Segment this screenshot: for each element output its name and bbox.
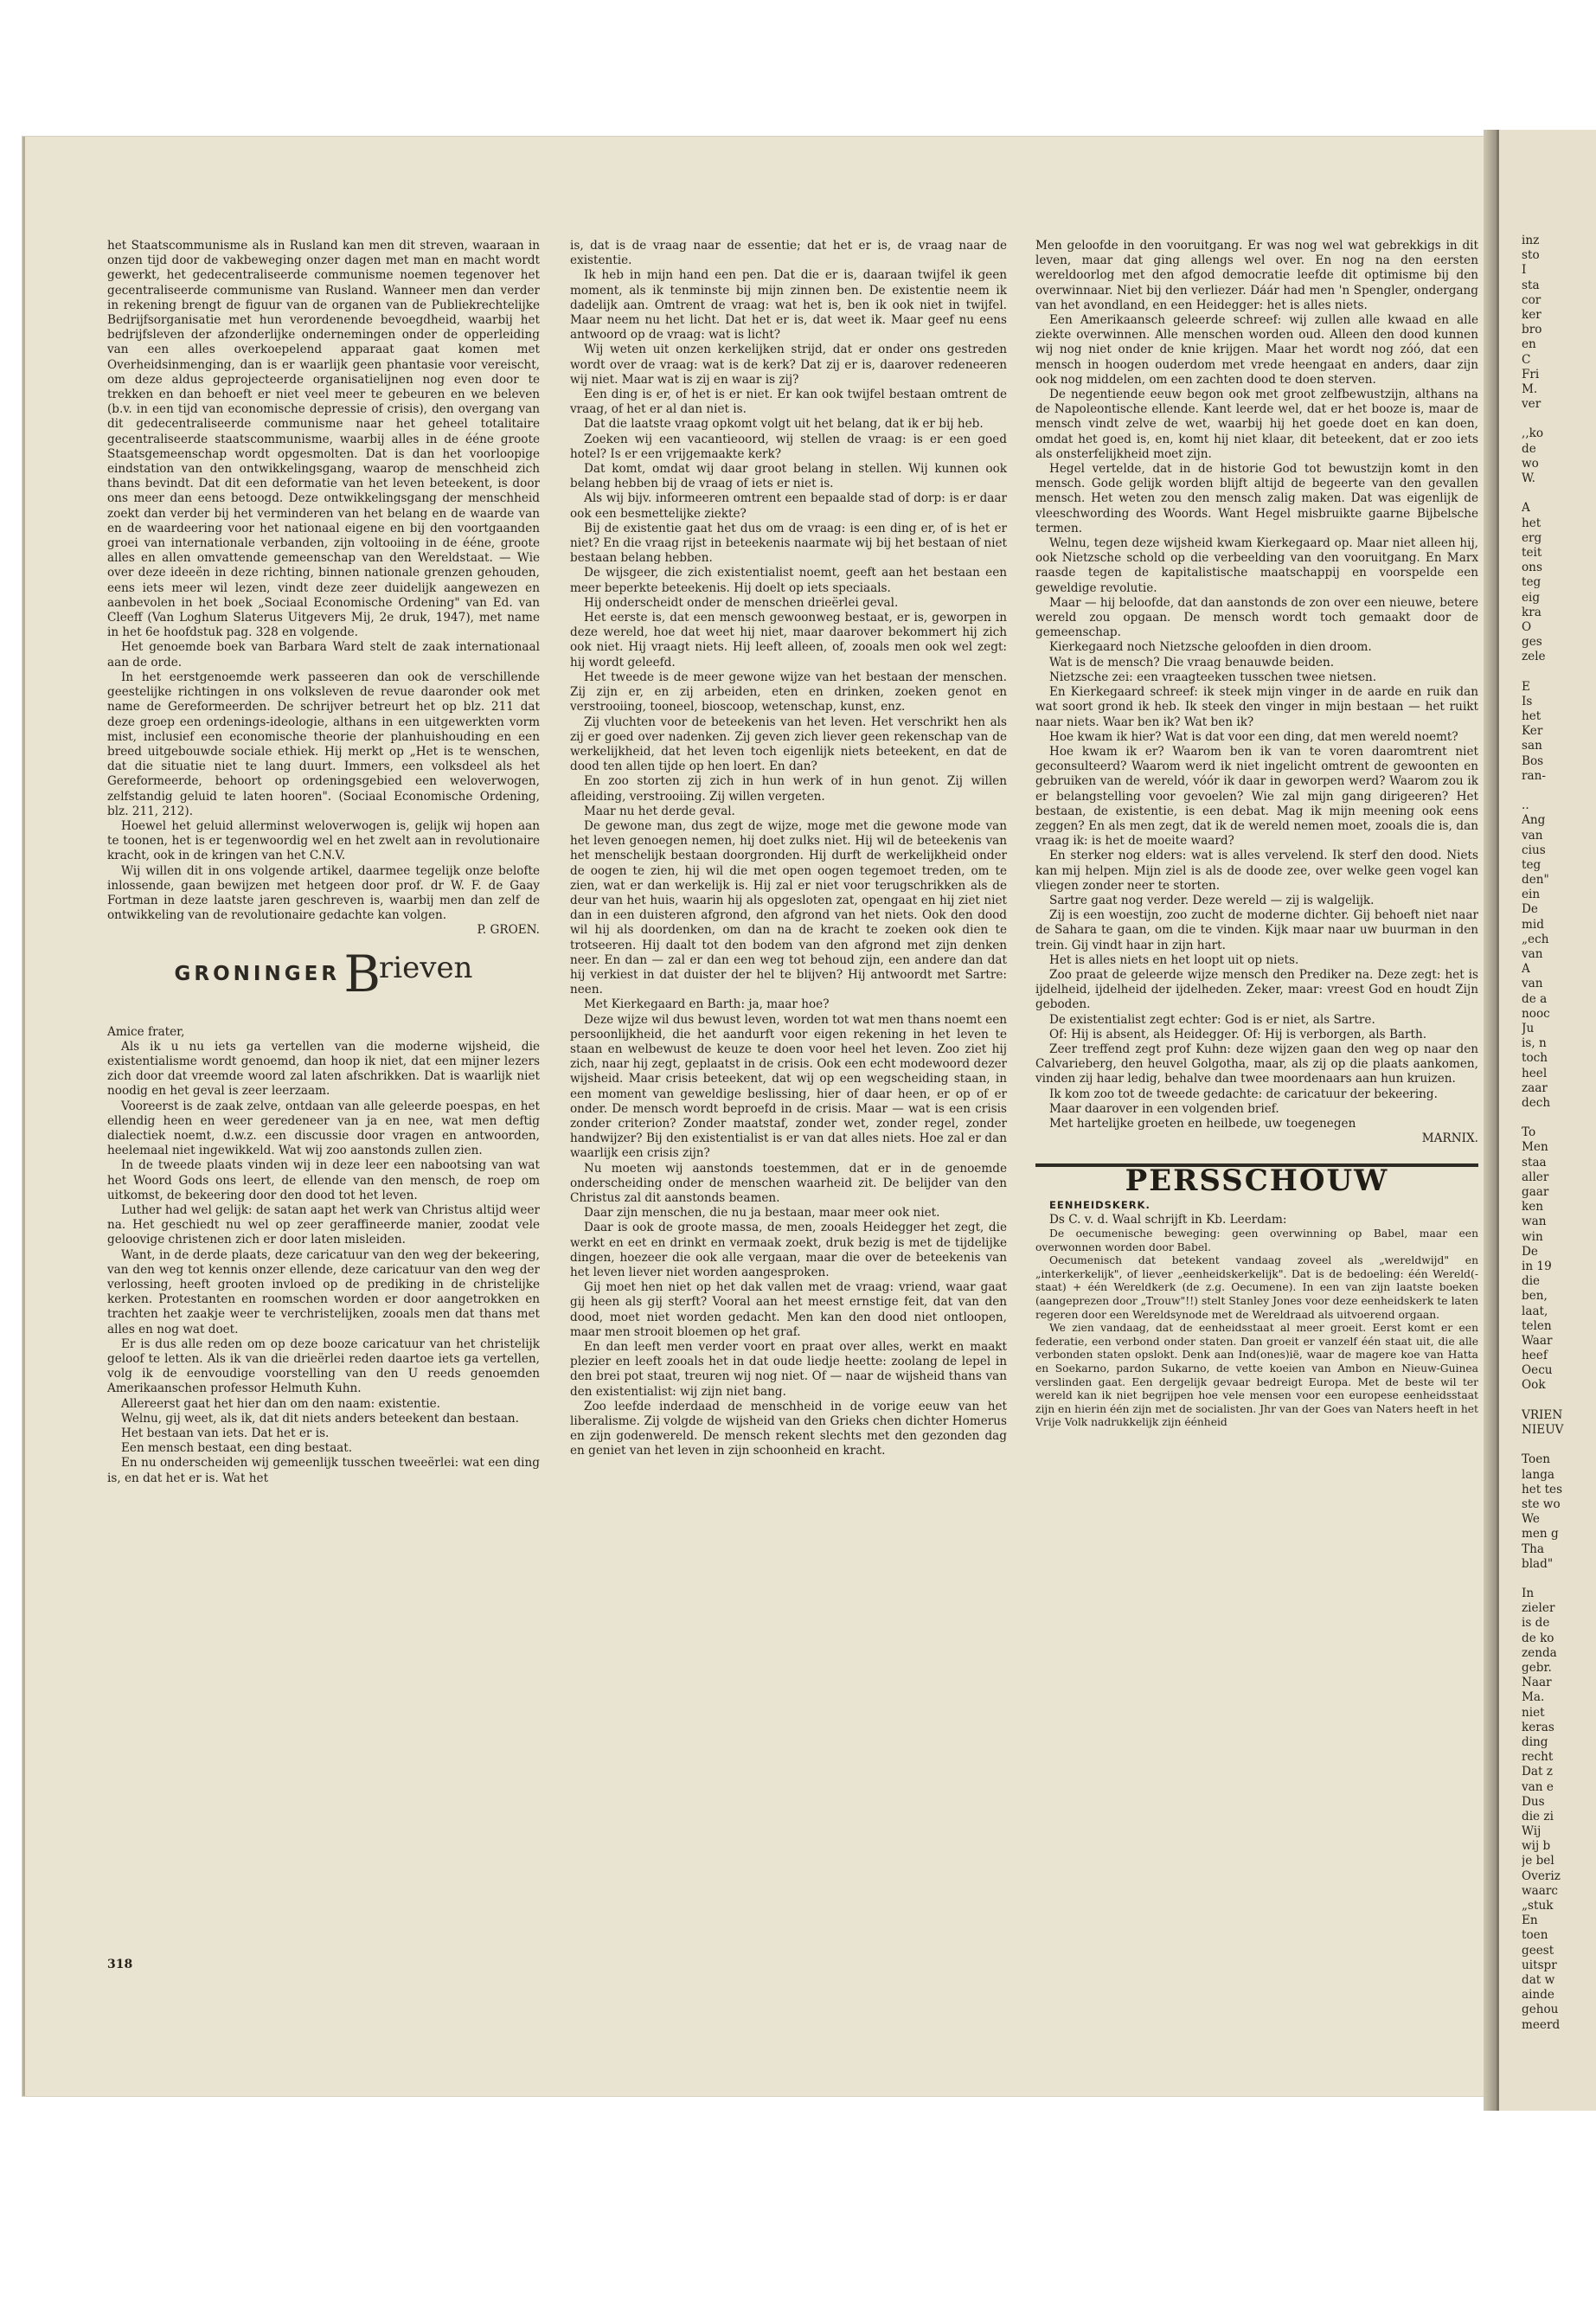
paragraph: het Staatscommunisme als in Rusland kan men dit streven, waaraan in onzen tijd door de vakbeweging onzer dagen met man en macht wordt gewerkt, het gedecentraliseerde communisme noemen tegenover het gecentraliseerde communisme van Rusland. Wanneer men dan verder in rekening brengt de figuur van de organen van de Publiekrechtelijke Bedrijfsorganisatie met hun verordenende bevoegdheid, waarbij het bedrijfsleven der afzonderlijke ondernemingen onder de opperleiding van een alles overkoepelend apparaat gaat komen met Overheidsinmenging, dan is er waarlijk geen phantasie voor vereischt, om deze aldus geprojecteerde organisatielijnen nog even door te trekken en dan behoeft er niet veel meer te gebeuren en we beleven (b.v. in een tijd van economische depressie of crisis), den overgang van dit gedecentraliseerde communisme naar het geheel totalitaire gecentraliseerde staatscommunisme, waarbij alles in de ééne groote Staatsgemeenschap wordt opgesmolten. Dat is dan het voorloopige eindstation van den ontwikkelingsgang, waarop de menschheid zich thans bevindt. Dat dit een deformatie van het leven beteekent, is door ons meer dan eens betoogd. Deze ontwikkelingsgang der menschheid zoekt dan verder bij het verminderen van het belang en de waarde van en de waardeering voor het nationaal eigene en bij den voortgaanden groei van internationale verbanden, zijn voltooiing in de ééne, groote alles en allen omvattende gemeenschap van den Wereldstaat. — Wie over deze ideeën in deze richting, binnen nationale grenzen gehouden, eens iets meer wil lezen, vindt deze zeer duidelijk aangewezen en aanbevolen in het boek „Sociaal Economische Ordening" van Ed. van Cleeff (Van Loghum Slaterus Uitgevers Mij, 2e druk, 1947), met name in het 6e hoofdstuk pag. 328 en volgende. xyxy=(107,239,540,640)
adjacent-text-fragment: waarc xyxy=(1522,1883,1558,1898)
column-2 xyxy=(570,239,1007,1459)
persschouw-title: PERSSCHOUW xyxy=(1125,1163,1389,1199)
adjacent-text-fragment: ,,ko xyxy=(1522,426,1544,441)
adjacent-text-fragment: I xyxy=(1522,263,1527,278)
adjacent-text-fragment: wo xyxy=(1522,456,1539,471)
page-number: 318 xyxy=(107,1958,133,1971)
adjacent-text-fragment: het xyxy=(1522,516,1542,530)
adjacent-text-fragment: teg xyxy=(1522,857,1542,872)
groninger-brieven-heading xyxy=(107,944,540,1009)
adjacent-text-fragment: van e xyxy=(1522,1779,1554,1794)
adjacent-text-fragment: die xyxy=(1522,1274,1541,1289)
adjacent-text-fragment: De xyxy=(1522,902,1538,917)
paragraph: Want, in de derde plaats, deze caricatuur van den weg der bekeering, van den weg tot kennis onzer ellende, deze caricatuur van den weg der verlossing, heeft grooten invloed op de prediking in de christelijke kerken. Protestanten en roomschen worden er door aangetrokken en trachten het zaakje weer te verchristelijken, zooals men dat thans met alles en nog wat doet. xyxy=(107,1247,540,1336)
paragraph: Het genoemde boek van Barbara Ward stelt de zaak internationaal aan de orde. xyxy=(107,640,540,670)
paragraph: Ik heb in mijn hand een pen. Dat die er is, daaraan twijfel ik geen moment, als ik tenminste bij mijn zinnen ben. De existentie neem ik dadelijk aan. Omtrent de vraag: wat het is, ben ik ook niet in twijfel. Maar neem nu het licht. Dat het er is, dat weet ik. Maar geef nu eens antwoord op de vraag: wat is licht? xyxy=(570,268,1007,343)
adjacent-text-fragment xyxy=(1522,486,1596,501)
newspaper-page xyxy=(22,137,1497,2096)
paragraph: Welnu, tegen deze wijsheid kwam Kierkegaard op. Maar niet alleen hij, ook Nietzsche schold op die verbeelding van den vooruitgang. En Marx raasde tegen de kapitalistische maatschappij en voorspelde een geweldige revolutie. xyxy=(1035,536,1478,595)
paragraph: En nu onderscheiden wij gemeenlijk tusschen tweeërlei: wat een ding is, en dat het er is. Wat het xyxy=(107,1456,540,1485)
adjacent-text-fragment: Oecu xyxy=(1522,1363,1553,1378)
adjacent-text-fragment xyxy=(1522,784,1596,798)
paragraph: De existentialist zegt echter: God is er niet, als Sartre. xyxy=(1049,1012,1375,1027)
adjacent-text-fragment xyxy=(1522,1394,1596,1408)
paragraph: Zeer treffend zegt prof Kuhn: deze wijzen gaan den weg op naar den Calvarieberg, den heuvel Golgotha, maar, als zij op die plaats aankomen, vinden zij haar ledig, behalve dan twee moordenaars aan hun kruizen. xyxy=(1035,1042,1478,1086)
paragraph: In de tweede plaats vinden wij in deze leer een nabootsing van wat het Woord Gods ons leert, de ellende van den mensch, de roep om uitkomst, de bekeering door den dood tot het leven. xyxy=(107,1158,540,1202)
paragraph: Daar is ook de groote massa, de men, zooals Heidegger het zegt, die werkt en eet en drinkt en vermaak zoekt, druk bezig is met de tijdelijke dingen, hoezeer die ook alle vergaan, maar die over de beteekenis van het leven liever niet worden aangesproken. xyxy=(570,1221,1007,1280)
adjacent-text-fragment: A xyxy=(1522,962,1530,977)
paragraph: Men geloofde in den vooruitgang. Er was nog wel wat gebrekkigs in dit leven, maar dat ging allengs wel over. En nog na den eersten wereldoorlog met den afgod democratie leefde dit optimisme bij den overwinnaar. Niet bij den verliezer. Dáár had men 'n Spengler, ondergang van het avondland, en een Heidegger: het is alles niets. xyxy=(1035,239,1478,312)
salutation: Amice frater, xyxy=(107,1024,185,1039)
adjacent-text-fragment: Naar xyxy=(1522,1676,1552,1690)
adjacent-text-fragment: Men xyxy=(1522,1140,1548,1155)
adjacent-text-fragment: teit xyxy=(1522,545,1542,560)
paragraph: Als wij bijv. informeeren omtrent een bepaalde stad of dorp: is er daar ook een besmettelijke ziekte? xyxy=(570,491,1007,521)
adjacent-text-fragment: Dat z xyxy=(1522,1765,1553,1779)
adjacent-text-fragment: ons xyxy=(1522,561,1542,575)
paragraph: Hegel vertelde, dat in de historie God tot bewustzijn komt in den mensch. Gode gelijk worden blijft altijd de begeerte van den gevallen mensch. Het weten zou den mensch zalig maken. Dat was eigenlijk de vleeschwording des Woords. Want Hegel misbruikte gaarne Bijbelsche termen. xyxy=(1035,462,1478,535)
paragraph: Ik kom zoo tot de tweede gedachte: de caricatuur der bekeering. xyxy=(1049,1086,1438,1101)
adjacent-text-fragment: De xyxy=(1522,1244,1538,1259)
adjacent-text-fragment: „stuk xyxy=(1522,1899,1554,1913)
adjacent-text-fragment: zieler xyxy=(1522,1601,1555,1616)
paragraph: Met hartelijke groeten en heilbede, uw toegenegen xyxy=(1049,1116,1356,1131)
adjacent-text-fragment: ben, xyxy=(1522,1289,1548,1304)
adjacent-text-fragment: laat, xyxy=(1522,1304,1548,1318)
adjacent-text-fragment: „ech xyxy=(1522,932,1549,946)
adjacent-text-fragment: uitspr xyxy=(1522,1958,1557,1972)
adjacent-text-fragment: Overiz xyxy=(1522,1868,1561,1883)
adjacent-text-fragment: zenda xyxy=(1522,1645,1557,1660)
paragraph: Maar daarover in een volgenden brief. xyxy=(1049,1101,1279,1116)
adjacent-text-fragment: wan xyxy=(1522,1215,1547,1229)
adjacent-text-fragment: blad" xyxy=(1522,1556,1554,1571)
adjacent-text-fragment: We xyxy=(1522,1512,1540,1527)
adjacent-text-fragment: NIEUV xyxy=(1522,1423,1564,1437)
adjacent-text-fragment: ken xyxy=(1522,1200,1544,1215)
paragraph: Als ik u nu iets ga vertellen van die moderne wijsheid, die existentialisme wordt genoemd, dan hoop ik niet, dat een mijner lezers zich door dat vreemde woord zal laten afschrikken. Dat is waarlijk niet noodig en het geval is zeer leerzaam. xyxy=(107,1039,540,1099)
rubric-small-text: GRONINGER xyxy=(174,962,341,985)
adjacent-text-fragment: W. xyxy=(1522,471,1535,485)
paragraph: Het bestaan van iets. Dat het er is. xyxy=(121,1426,330,1441)
adjacent-text-fragment: keras xyxy=(1522,1720,1554,1734)
paragraph: Maar nu het derde geval. xyxy=(584,804,735,818)
adjacent-text-fragment: M. xyxy=(1522,381,1538,396)
adjacent-text-fragment: VRIEN xyxy=(1522,1407,1563,1422)
paragraph: Wij willen dit in ons volgende artikel, daarmee tegelijk onze belofte inlossende, gaan bewijzen met hetgeen door prof. dr W. F. de Gaay Fortman in deze laatste jaren geschreven is, waarbij men dan zelf de ontwikkeling van de revolutionaire gedachte kan volgen. xyxy=(107,863,540,923)
adjacent-text-fragment: sto xyxy=(1522,248,1540,263)
adjacent-text-fragment: recht xyxy=(1522,1750,1554,1765)
adjacent-text-fragment: gehou xyxy=(1522,2003,1559,2017)
adjacent-text-fragment: Is xyxy=(1522,694,1533,708)
rubric-initial: B xyxy=(343,944,381,1003)
adjacent-text-fragment: van xyxy=(1522,947,1543,961)
paragraph: Daar zijn menschen, die nu ja bestaan, maar meer ook niet. xyxy=(584,1206,940,1221)
adjacent-text-fragment: ste wo xyxy=(1522,1497,1561,1511)
adjacent-text-fragment: zele xyxy=(1522,650,1546,664)
paragraph: Zoo praat de geleerde wijze mensch den Prediker na. Deze zegt: het is ijdelheid, ijdelheid der ijdelheden. Zeker, maar: vreest God en houdt Zijn geboden. xyxy=(1035,967,1478,1012)
paragraph: Een Amerikaansch geleerde schreef: wij zullen alle kwaad en alle ziekte overwinnen. Alle menschen worden oud. Alleen den dood kunnen wij nog niet onder de knie krijgen. Maar het wordt nog zóó, dat een mensch in hoogen ouderdom met vrede heengaat en anders, daar zijn ook nog middelen, om een zachten dood te doen sterven. xyxy=(1035,313,1478,387)
adjacent-text-fragment: ein xyxy=(1522,888,1541,902)
paragraph: Vooreerst is de zaak zelve, ontdaan van alle geleerde poespas, en het ellendig heen en weer geredeneer van ja en nee, wat men deftig dialectiek noemt, d.w.z. een discussie door vragen en antwoorden, heelemaal niet ingewikkeld. Wat wij zoo aanstonds zullen zien. xyxy=(107,1099,540,1158)
rubric-rest-text: rieven xyxy=(378,950,473,985)
paragraph: De wijsgeer, die zich existentialist noemt, geeft aan het bestaan een meer beperkte beteekenis. Hij doelt op iets speciaals. xyxy=(570,566,1007,595)
paragraph: En sterker nog elders: wat is alles vervelend. Ik sterf den dood. Niets kan mij helpen. Mijn ziel is als de doode zee, over welke geen vogel kan vliegen zonder neer te storten. xyxy=(1035,849,1478,893)
adjacent-text-fragment: gebr. xyxy=(1522,1661,1552,1675)
paragraph: Hoe kwam ik hier? Wat is dat voor een ding, dat men wereld noemt? xyxy=(1049,729,1458,744)
adjacent-text-fragment xyxy=(1522,412,1596,426)
paragraph: Deze wijze wil dus bewust leven, worden tot wat men thans noemt een persoonlijkheid, die het aandurft voor eigen rekening in het leven te staan en welbewust de keuze te doen voor heel het leven. Zoo ziet hij zich, naar hij zegt, geplaatst in de crisis. Ook een echt modewoord dezer wijsheid. Maar crisis beteekent, dat wij op een wegscheiding staan, in een moment van geweldige beslissing, hier of daar heen, er op of er onder. De mensch wordt beproefd in de crisis. Maar — wat is een crisis zonder criterion? Zonder maatstaf, zonder wet, zonder regel, zonder handwijzer? Bij den existentialist is er van dat alles niets. Hoe zal er dan waarlijk een crisis zijn? xyxy=(570,1012,1007,1161)
adjacent-text-fragment: geest xyxy=(1522,1943,1554,1958)
adjacent-text-fragment: ker xyxy=(1522,307,1542,322)
paragraph: Met Kierkegaard en Barth: ja, maar hoe? xyxy=(584,997,830,1012)
paragraph: Maar — hij beloofde, dat dan aanstonds de zon over een nieuwe, betere wereld zou opgaan. De mensch wordt toch gemaakt door de gemeenschap. xyxy=(1035,595,1478,640)
adjacent-text-fragment: wij b xyxy=(1522,1839,1551,1854)
adjacent-text-fragment: Fri xyxy=(1522,367,1540,381)
adjacent-text-fragment: Ju xyxy=(1522,1021,1535,1035)
adjacent-text-fragment: je bel xyxy=(1522,1854,1554,1868)
paragraph: Nietzsche zei: een vraagteeken tusschen twee nietsen. xyxy=(1049,670,1377,684)
adjacent-text-fragment: Wij xyxy=(1522,1824,1542,1839)
paragraph: Hoe kwam ik er? Waarom ben ik van te voren daaromtrent niet geconsulteerd? Waarom werd ik niet ingelicht omtrent de gewoonten en gebruiken van de wereld, vóór ik daar in geworpen werd? Waarom zou ik er belangstelling voor gevoelen? Wie zal mijn gang dirigeeren? Het bestaan, de existentie, is een debat. Mag ik mijn meening ook eens zeggen? En als men zegt, dat ik de wereld nemen moet, zooals die is, dan vraag ik: is het de moeite waard? xyxy=(1035,744,1478,849)
paragraph: Er is dus alle reden om op deze booze caricatuur van het christelijk geloof te letten. Als ik van die drieërlei reden daartoe iets ga vertellen, volg ik de eenvoudige voorstelling van den U reeds genoemden Amerikaanschen professor Helmuth Kuhn. xyxy=(107,1336,540,1396)
signature: MARNIX. xyxy=(1421,1131,1478,1146)
paragraph: Hij onderscheidt onder de menschen drieërlei geval. xyxy=(584,595,899,610)
adjacent-text-fragment: cor xyxy=(1522,292,1542,307)
adjacent-text-fragment: Tha xyxy=(1522,1541,1544,1556)
adjacent-text-fragment: A xyxy=(1522,501,1530,516)
adjacent-text-fragment: de ko xyxy=(1522,1631,1554,1645)
adjacent-text-fragment xyxy=(1522,664,1596,679)
adjacent-text-fragment: nooc xyxy=(1522,1006,1550,1021)
paragraph: Zoo leefde inderdaad de menschheid in de vorige eeuw van het liberalisme. Zij volgde de wijsheid van den Grieks chen dichter Homerus en zijn godenwereld. De mensch rekent slechts met den gezonden dag en geniet van het leven in zijn schoonheid en kracht. xyxy=(570,1399,1007,1458)
paragraph: is, dat is de vraag naar de essentie; dat het er is, de vraag naar de existentie. xyxy=(570,239,1007,268)
adjacent-text-fragment xyxy=(1522,1572,1596,1586)
adjacent-text-fragment: niet xyxy=(1522,1705,1545,1720)
paragraph: In het eerstgenoemde werk passeeren dan ook de verschillende geestelijke richtingen in ons volksleven de revue daaronder ook met name de Gereformeerden. De schrijver betreurt het op blz. 211 dat deze groep een ordenings-ideologie, althans in een uitgewerkten vorm mist, inclusief een economische theorie der planhuishouding en een breed uitgebouwde sociale ethiek. Hij merkt op „Het is te wenschen, dat die situatie niet te lang duurt. Immers, een volksdeel als het Gereformeerde, behoort op ordeningsgebied een weloverwogen, zelfstandig geluid te laten hooren". (Sociaal Economische Ordening, blz. 211, 212). xyxy=(107,670,540,818)
paragraph: Het tweede is de meer gewone wijze van het bestaan der menschen. Zij zijn er, en zij arbeiden, eten en drinken, zoeken genot en verstrooiing, tooneel, bioscoop, wetenschap, kunst, enz. xyxy=(570,670,1007,715)
adjacent-text-fragment: kra xyxy=(1522,605,1542,619)
paragraph: Dat komt, omdat wij daar groot belang in stellen. Wij kunnen ook belang hebben bij de vraag of iets er niet is. xyxy=(570,462,1007,491)
paragraph: Bij de existentie gaat het dus om de vraag: is een ding er, of is het er niet? En die vraag rijst in beteekenis naarmate wij bij het bestaan of niet bestaan belang hebben. xyxy=(570,521,1007,566)
paragraph: Welnu, gij weet, als ik, dat dit niets anders beteekent dan bestaan. xyxy=(121,1411,520,1426)
adjacent-text-fragment: En xyxy=(1522,1913,1538,1928)
paragraph: Luther had wel gelijk: de satan aapt het werk van Christus altijd weer na. Het geschiedt nu wel op zeer geraffineerde manier, zoodat vele geloovige christenen zich er door laten misleiden. xyxy=(107,1202,540,1247)
paragraph: Zij vluchten voor de beteekenis van het leven. Het verschrikt hen als zij er goed over nadenken. Zij geven zich liever geen rekenschap van de werkelijkheid, dat het leven toch eigenlijk niets beteekent, en dat de dood ten allen tijde op hen loert. En dan? xyxy=(570,715,1007,774)
paragraph: En zoo storten zij zich in hun werk of in hun genot. Zij willen afleiding, verstrooiing. Zij willen vergeten. xyxy=(570,774,1007,804)
adjacent-text-fragment: O xyxy=(1522,619,1532,634)
adjacent-text-fragment: gaar xyxy=(1522,1185,1549,1199)
adjacent-text-fragment: E xyxy=(1522,679,1530,694)
column-3 xyxy=(1035,239,1478,1430)
adjacent-text-fragment: ver xyxy=(1522,397,1542,412)
quote-paragraph: De oecumenische beweging: geen overwinning op Babel, maar een overwonnen worden door Babel. xyxy=(1035,1227,1478,1253)
paragraph: De gewone man, dus zegt de wijze, moge met die gewone mode van het leven genoegen nemen, hij doet zulks niet. Hij wil de beteekenis van het menschelijk bestaan doorgronden. Hij durft de werkelijkheid onder de oogen te zien, hij wil die met open oogen tegemoet treden, om te zien, wat er dan werkelijk is. Hij zal er niet voor terugschrikken als de deur van het huis, waarin hij als opgesloten zat, opengaat en hij ziet niet dan in een duisteren afgrond, den afgrond van het niets. Ook den dood wil hij als doordenken, om dan na de kracht te zoeken ook dien te trotseeren. Hij daalt tot den bodem van den afgrond met zijn denken neer. En dan — zal er dan een weg tot behoud zijn, een andere dan dat hij verkiest in dat duister der hel te blijven? Hij antwoordt met Sartre: neen. xyxy=(570,818,1007,997)
adjacent-text-fragment: Bos xyxy=(1522,753,1544,768)
intro-line: Ds C. v. d. Waal schrijft in Kb. Leerdam: xyxy=(1049,1212,1287,1227)
adjacent-page-text xyxy=(1522,234,1596,2033)
adjacent-text-fragment: toen xyxy=(1522,1928,1548,1943)
adjacent-text-fragment: san xyxy=(1522,739,1542,753)
adjacent-text-fragment: is de xyxy=(1522,1616,1550,1631)
adjacent-text-fragment: dat w xyxy=(1522,1972,1555,1987)
adjacent-text-fragment: win xyxy=(1522,1229,1543,1244)
paragraph: Wij weten uit onzen kerkelijken strijd, dat er onder ons gestreden wordt over de vraag: wat is de kerk? Dat zij er is, daarover redeneeren wij niet. Maar wat is zij en waar is zij? xyxy=(570,343,1007,387)
adjacent-text-fragment: inz xyxy=(1522,234,1540,247)
adjacent-text-fragment: To xyxy=(1522,1125,1536,1140)
adjacent-text-fragment: ding xyxy=(1522,1734,1548,1749)
adjacent-text-fragment: men g xyxy=(1522,1527,1559,1541)
adjacent-text-fragment: den" xyxy=(1522,873,1549,888)
adjacent-text-fragment: in 19 xyxy=(1522,1259,1552,1273)
paragraph: Sartre gaat nog verder. Deze wereld — zij is walgelijk. xyxy=(1049,893,1375,907)
adjacent-text-fragment: teg xyxy=(1522,575,1542,590)
adjacent-text-fragment xyxy=(1522,1438,1596,1452)
adjacent-text-fragment: dech xyxy=(1522,1095,1551,1110)
paragraph: Gij moet hen niet op het dak vallen met de vraag: vriend, waar gaat gij heen als gij sterft? Vooral aan het meest ernstige feit, dat van den dood, moet niet worden gedacht. Men kan den dood niet ontloopen, maar men strooit bloemen op het graf. xyxy=(570,1280,1007,1339)
adjacent-text-fragment: cius xyxy=(1522,843,1546,857)
paragraph: Hoewel het geluid allerminst weloverwogen is, gelijk wij hopen aan te toonen, het is er tegenwoordig wel en het zwelt aan in revolutionaire kracht, ook in de kringen van het C.N.V. xyxy=(107,818,540,863)
adjacent-text-fragment: het xyxy=(1522,709,1542,723)
adjacent-text-fragment: staa xyxy=(1522,1155,1547,1170)
adjacent-text-fragment: In xyxy=(1522,1586,1535,1601)
adjacent-text-fragment: zaar xyxy=(1522,1080,1548,1095)
paragraph: En Kierkegaard schreef: ik steek mijn vinger in de aarde en ruik dan wat soort grond ik heb. Ik steek den vinger in mijn bestaan — het ruikt naar niets. Waar ben ik? Wat ben ik? xyxy=(1035,685,1478,729)
paragraph: Een mensch bestaat, een ding bestaat. xyxy=(121,1441,353,1456)
adjacent-text-fragment: Ker xyxy=(1522,724,1543,739)
adjacent-text-fragment: is, n xyxy=(1522,1036,1547,1051)
adjacent-text-fragment: telen xyxy=(1522,1318,1552,1333)
paragraph: Het eerste is, dat een mensch gewoonweg bestaat, er is, geworpen in deze wereld, hoe dat weet hij niet, maar daarover bekommert hij zich ook niet. Hij vraagt niets. Hij leeft alleen, of, zooals men ook wel zegt: hij wordt geleefd. xyxy=(570,611,1007,670)
quote-paragraph: We zien vandaag, dat de eenheidsstaat al meer groeit. Eerst komt er een federatie, een verbond onder staten. Dan groeit er vanzelf één staat uit, die alle verbonden staten opslokt. Denk aan Ind(ones)ië, waar de magere koe van Hatta en Soekarno, pardon Sukarno, de vette koeien van Ambon en Nieuw-Guinea verslinden gaat. Een dergelijk gevaar bedreigt Europa. Met de beste wil ter wereld kan ik niet begrijpen hoe vele mensen voor een europese eenheidsstaat zijn en hierin één zijn met de socialisten. Jhr van der Goes van Naters heeft in het Vrije Volk nadrukkelijk zijn éénheid xyxy=(1035,1322,1478,1429)
adjacent-text-fragment: ran- xyxy=(1522,768,1546,783)
adjacent-text-fragment: bro xyxy=(1522,323,1542,337)
adjacent-text-fragment: C xyxy=(1522,352,1531,367)
adjacent-text-fragment: eig xyxy=(1522,590,1541,605)
paragraph: Allereerst gaat het hier dan om den naam: existentie. xyxy=(121,1396,440,1411)
paragraph: Zoeken wij een vacantieoord, wij stellen de vraag: is er een goed hotel? Is er een vrijgemaakte kerk? xyxy=(570,432,1007,461)
adjacent-text-fragment: meerd xyxy=(1522,2017,1561,2032)
adjacent-text-fragment xyxy=(1522,1111,1596,1125)
column-1 xyxy=(107,239,540,1486)
adjacent-text-fragment: mid xyxy=(1522,917,1544,932)
paragraph: Of: Hij is absent, als Heidegger. Of: Hij is verborgen, als Barth. xyxy=(1049,1027,1427,1042)
paragraph: Een ding is er, of het is er niet. Er kan ook twijfel bestaan omtrent de vraag, of het er al dan niet is. xyxy=(570,388,1007,417)
paragraph: Zij is een woestijn, zoo zucht de moderne dichter. Gij behoeft niet naar de Sahara te gaan, om die te vinden. Kijk maar naar uw buurman in den trein. Gij vindt haar in zijn hart. xyxy=(1035,908,1478,952)
adjacent-text-fragment: erg xyxy=(1522,530,1542,545)
paragraph: En dan leeft men verder voort en praat over alles, werkt en maakt plezier en leeft zooals het in dat oude liedje heette: zoolang de lepel in den brei pot staat, treuren wij nog niet. Of — naar de wijsheid thans van den existentialist: wij zijn niet bang. xyxy=(570,1340,1007,1399)
quote-paragraph: Oecumenisch dat betekent vandaag zoveel als „wereldwijd" en „interkerkelijk", of liever „eenheidskerkelijk". Dat is de bedoeling: één Wereld(-staat) + één Wereldkerk (de z.g. Oecumene). In een van zijn laatste boeken (aangeprezen door „Trouw"!!) stelt Stanley Jones voor deze eenheidskerk te laten regeren door een Wereldsynode met de Wereldraad als uitvoerend orgaan. xyxy=(1035,1254,1478,1321)
paragraph: Nu moeten wij aanstonds toestemmen, dat er in de genoemde onderscheiding onder de menschen waarheid zit. De belijder van den Christus zal dit aanstonds beamen. xyxy=(570,1161,1007,1205)
adjacent-text-fragment: sta xyxy=(1522,278,1540,292)
adjacent-text-fragment: heel xyxy=(1522,1066,1548,1080)
adjacent-text-fragment: ainde xyxy=(1522,1988,1554,2003)
signature: P. GROEN. xyxy=(477,923,540,938)
adjacent-text-fragment: Toen xyxy=(1522,1452,1550,1467)
adjacent-text-fragment: Ma. xyxy=(1522,1690,1545,1705)
adjacent-text-fragment: Ang xyxy=(1522,813,1546,828)
subheading: EENHEIDSKERK. xyxy=(1049,1198,1151,1211)
adjacent-text-fragment: het tes xyxy=(1522,1482,1563,1497)
adjacent-text-fragment: toch xyxy=(1522,1051,1548,1066)
adjacent-text-fragment: Dus xyxy=(1522,1794,1545,1809)
paragraph: Kierkegaard noch Nietzsche geloofden in dien droom. xyxy=(1049,640,1372,655)
adjacent-text-fragment: ges xyxy=(1522,635,1542,650)
adjacent-text-fragment: Waar xyxy=(1522,1333,1553,1348)
adjacent-text-fragment: aller xyxy=(1522,1170,1549,1184)
adjacent-text-fragment: en xyxy=(1522,337,1536,352)
adjacent-text-fragment: langa xyxy=(1522,1467,1555,1482)
paragraph: De negentiende eeuw begon ook met groot zelfbewustzijn, althans na de Napoleontische ellende. Kant leerde wel, dat er het booze is, maar de mensch vindt zelve de wet, waarbij hij het goede doet en kan doen, omdat het goed is, en, komt hij niet klaar, dit beteekent, dat er zoo iets als onsterfelijkheid moet zijn. xyxy=(1035,388,1478,461)
adjacent-text-fragment: van xyxy=(1522,977,1543,991)
adjacent-text-fragment: van xyxy=(1522,828,1543,843)
adjacent-text-fragment: de a xyxy=(1522,991,1548,1006)
paragraph: Dat die laatste vraag opkomt volgt uit het belang, dat ik er bij heb. xyxy=(584,417,984,432)
adjacent-text-fragment: die zi xyxy=(1522,1809,1554,1823)
adjacent-text-fragment: .. xyxy=(1522,798,1529,813)
adjacent-text-fragment: de xyxy=(1522,441,1536,456)
adjacent-text-fragment: Ook xyxy=(1522,1378,1546,1393)
paragraph: Het is alles niets en het loopt uit op niets. xyxy=(1049,952,1299,967)
paragraph: Wat is de mensch? Die vraag benauwde beiden. xyxy=(1049,655,1335,670)
adjacent-page-edge xyxy=(1497,130,1596,2111)
adjacent-text-fragment: heef xyxy=(1522,1349,1548,1363)
